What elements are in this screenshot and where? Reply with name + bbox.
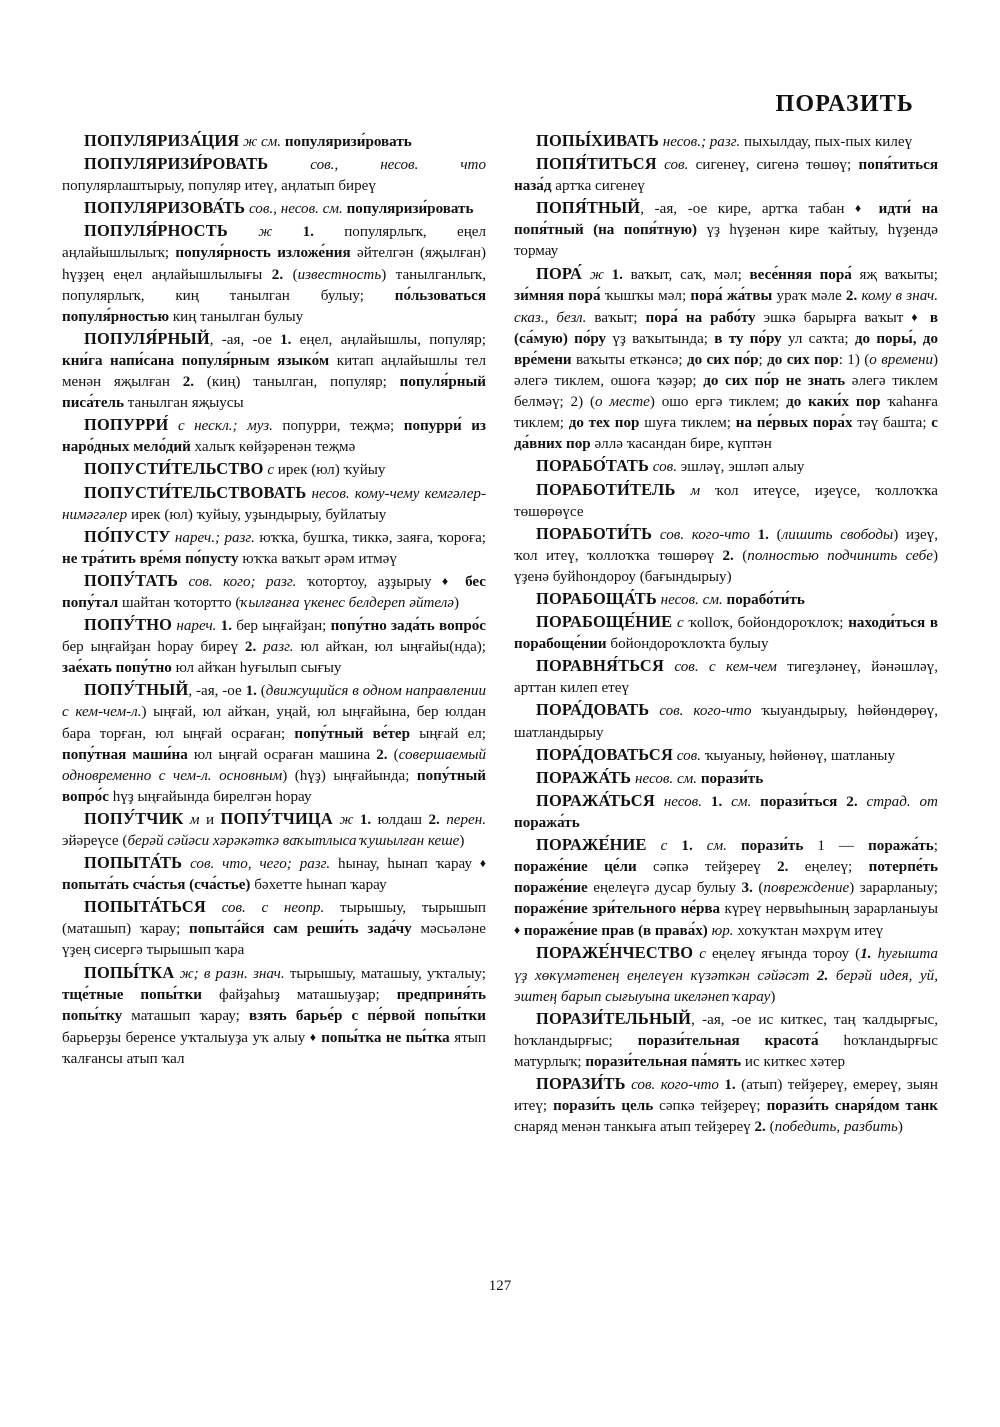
grammar-label: сов. с кем-чем [674, 659, 777, 676]
grammar-label: м [690, 482, 701, 499]
example-phrase: на пе́рвых пора́х [735, 415, 853, 432]
dictionary-entry: ПОРАЗИ́ТЕЛЬНЫЙ, -ая, -ое ис киткес, таң ҡалдырғыс, һоҡландырғыс; порази́тельная красота́ һоҡландырғыс матурлыҡ; порази́тельная па́мять ис киткес хәтер [514, 1008, 938, 1070]
sense-number: 1. [611, 266, 623, 283]
example-phrase: попы́тка не пы́тка [321, 1029, 450, 1046]
dictionary-entry: ПОРАБОТИ́ТЬ сов. кого-что 1. (лишить свободы) иҙеү, ҡол итеү, ҡоллоҡҡа төшөрөү 2. (полностью подчинить себе) үҙенә буйһондороу (бағындырыу) [514, 523, 938, 585]
dictionary-entry: ПОРА́ДОВАТЬСЯ сов. ҡыуаныу, һөйөнөү, шатланыу [536, 744, 895, 764]
entry-headword: ПОПУЛЯРИЗИ́РОВАТЬ [84, 154, 269, 174]
entry-headword: ПОПУСТИ́ТЕЛЬСТВО [84, 459, 264, 479]
example-phrase: популяризи́ровать [284, 134, 412, 150]
example-phrase: порази́ть [740, 838, 804, 854]
entry-headword: ПОПУЛЯРИЗА́ЦИЯ [84, 131, 240, 150]
example-phrase: в (са́мую) по́ру [514, 309, 939, 347]
dictionary-entry: ПОПУСТИ́ТЕЛЬСТВОВАТЬ несов. кому-чему кемгәлер-нимәгәлер ирек (юл) ҡуйыу, уҙындырыу, буйлатыу [62, 482, 486, 523]
dictionary-entry: ПО́ПУСТУ нареч.; разг. юҡҡа, бушҡа, тиккә, заяға, ҡороға; не тра́тить вре́мя по́пусту юҡҡа ваҡыт әрәм итмәү [62, 526, 486, 567]
diamond-separator-icon: ♦ [309, 1029, 317, 1044]
dictionary-entry: ПОПУ́ТНО нареч. 1. бер ыңғайҙан; попу́тно зада́ть вопро́с бер ыңғайҙан һорау биреү 2. разг. юл айҡан, юл ыңғайы(нда); зае́хать попу́тно юл айҡан һуғылып сығыу [62, 615, 486, 677]
entry-headword: ПОРА́ [536, 263, 583, 283]
dictionary-entry: ПОПЯ́ТНЫЙ, -ая, -ое кире, артҡа табан ♦ идти́ на попя́тный (на попя́тную) үҙ һүҙенән кире ҡайтыу, һүҙендә тормау [514, 198, 938, 260]
entry-headword: ПОРАБО́ТАТЬ [536, 456, 650, 476]
example-phrase: пораже́ние прав (в права́х) [523, 923, 708, 940]
example-phrase: до сих пор [767, 351, 839, 368]
entry-headword: ПОПЫТА́ТЬСЯ [84, 897, 206, 917]
example-phrase: порази́ть снаря́дом танк [766, 1098, 939, 1115]
grammar-label: ж [589, 266, 604, 283]
example-phrase: порази́ться [760, 793, 838, 810]
grammar-label: ж [258, 224, 273, 241]
sense-number: 1. [245, 683, 257, 700]
sense-number: 2. [182, 374, 195, 391]
dictionary-entry: ПОРАЖЕ́НИЕ с 1. см. порази́ть 1 — поража́ть; пораже́ние це́ли сәпкә тейҙереү 2. еңелеү; потерпе́ть пораже́ние еңелеүгә дусар булыу 3. (повреждение) зарарланыу; пораже́ние зри́тельного не́рва күреү нервыһының зарарланыуы ♦ пораже́ние прав (в права́х) юр. хоҡуҡтан мәхрүм итеү [514, 835, 938, 940]
grammar-label: сов. кого; разг. [188, 573, 297, 590]
grammar-label: кому в знач. сказ., безл. [514, 287, 939, 326]
dictionary-entry: ПОРАЗИ́ТЬ сов. кого-что 1. (атып) тейҙереү, емереү, зыян итеү; порази́ть цель сәпкә тейҙереү; порази́ть снаря́дом танк снаряд менән танкыға атып тейҙереү 2. (победить, разбить) [514, 1074, 939, 1136]
grammar-label: ж [339, 811, 354, 828]
example-phrase: по́льзоваться популя́рностью [62, 287, 486, 325]
grammar-label: см. [731, 793, 752, 810]
grammar-label: сов., несов. см. [248, 201, 343, 218]
dictionary-entry [62, 197, 486, 220]
entry-headword: ПОРА́ДОВАТЬ [536, 700, 650, 720]
example-phrase: идти́ на попя́тный (на попя́тную) [514, 201, 938, 239]
sense-number: 2. [722, 547, 734, 564]
grammar-label: сов., несов. что [310, 157, 486, 174]
example-phrase: в ту по́ру [714, 330, 782, 347]
grammar-label: несов. см. [660, 591, 723, 608]
example-phrase: популяризи́ровать [346, 201, 474, 218]
example-phrase: с да́вних пор [514, 415, 938, 453]
grammar-label: лишить свободы [781, 526, 894, 543]
sense-number: 3. [741, 880, 753, 897]
entry-headword: ПОРАБОТИ́ТЕЛЬ [536, 479, 676, 499]
entry-headword: ПОПУСТИ́ТЕЛЬСТВОВАТЬ [84, 482, 307, 502]
entry-headword: ПОРАЗИ́ТЕЛЬНЫЙ [536, 1008, 692, 1028]
entry-headword: ПОПУРРИ́ [84, 415, 169, 435]
grammar-label: сов. [676, 747, 701, 764]
grammar-label: о времени [869, 351, 934, 368]
left-column [62, 130, 486, 1138]
example-phrase: попыта́йся сам реши́ть зада́чу [189, 921, 412, 938]
sense-number: 1. [302, 224, 314, 241]
grammar-label: страд. от [866, 793, 938, 810]
grammar-label: повреждение [763, 880, 850, 897]
example-phrase: попу́тный вопро́с [62, 767, 486, 805]
grammar-label: см. [706, 838, 727, 854]
page-number: 127 [488, 1278, 512, 1294]
grammar-label: сов. кого-что [659, 526, 750, 543]
dictionary-entry: ПОПУ́ТЧИК м и ПОПУ́ТЧИЦА ж 1. юлдаш 2. перен. эйәреүсе (берәй сәйәси хәрәкәткә ваҡытлыса ҡушылған кеше) [62, 808, 486, 849]
entry-headword: ПОПЫТА́ТЬ [84, 853, 183, 873]
example-phrase: попурри́ из наро́дных мело́дий [62, 418, 486, 456]
example-phrase: зи́мняя пора́ [514, 287, 601, 304]
diamond-separator-icon: ♦ [479, 856, 486, 871]
dictionary-entry: ПОРА́ ж 1. ваҡыт, саҡ, мәл; весе́нняя пора́ яҗ ваҡыты; зи́мняя пора́ ҡышҡы мәл; пора́ жа́твы ураҡ мәле 2. кому в знач. сказ., безл. ваҡыт; пора́ на рабо́ту эшкә барырға ваҡыт ♦ в (са́мую) по́ру үҙ ваҡытында; в ту по́ру ул саҡта; до поры́, до вре́мени ваҡыты еткәнсә; до сих по́р; до сих пор: 1) (о времени) әлегә тиклем, ошоға ҡәҙәр; до сих по́р не знать әлегә тиклем белмәү; 2) (о месте) ошо ергә тиклем; до каки́х пор ҡаһанға тиклем; до тех пор шуға тиклем; на пе́рвых пора́х тәү башта; с да́вних пор әллә ҡасандан бире, күптән [514, 263, 939, 453]
dictionary-entry: ПОРАВНЯ́ТЬСЯ сов. с кем-чем тигеҙләнеү, йәнәшләү, арттан килеп етеү [514, 656, 938, 697]
dictionary-entry: ПОРАБОЩЕ́НИЕ с ҡollоҡ, бойондороҡлоҡ; находи́ться в порабоще́нии бойондороҡлоҡта булыу [514, 612, 938, 653]
diamond-separator-icon: ♦ [911, 309, 922, 324]
example-phrase: поража́ть [514, 814, 580, 831]
example-phrase: взять барье́р с пе́рвой попы́тки [248, 1007, 486, 1024]
example-phrase: попя́титься наза́д [514, 157, 938, 195]
grammar-label: с [660, 838, 668, 854]
example-phrase: популя́рный писа́тель [62, 374, 486, 412]
grammar-label: юр. [711, 923, 734, 940]
grammar-label: несов.; разг. [662, 134, 741, 150]
grammar-label: ж; в разн. знач. [179, 965, 285, 982]
example-phrase: зае́хать попу́тно [62, 660, 172, 677]
grammar-label: о месте [595, 394, 650, 411]
sense-number: 1. [681, 838, 693, 854]
example-phrase: до каки́х пор [786, 394, 881, 411]
grammar-label: с [267, 462, 275, 479]
sense-number: 2. [376, 746, 388, 763]
dictionary-entry: ПОПУЛЯРИЗИ́РОВАТЬ сов., несов. что популярлаштырыу, популяр итеү, аңлатып биреү [62, 154, 486, 195]
right-column [514, 130, 938, 1138]
example-phrase: порази́ть [700, 770, 764, 787]
grammar-label: с [699, 946, 706, 963]
sense-number: 1. [710, 793, 723, 810]
sense-number: 2. [845, 287, 858, 304]
entry-headword: ПОРА́ДОВАТЬСЯ [536, 744, 674, 764]
example-phrase: пораже́ние зри́тельного не́рва [514, 901, 721, 918]
grammar-label: сов. что, чего; разг. [190, 856, 331, 873]
dictionary-entry [514, 790, 938, 834]
example-phrase: попу́тная маши́на [62, 746, 188, 763]
example-phrase: до сих по́р не знать [703, 373, 846, 390]
entry-headword: ПОПЯ́ТНЫЙ [536, 198, 641, 218]
dictionary-entry: ПОПЯ́ТИТЬСЯ сов. сигенеү, сигенә төшөү; попя́титься наза́д артҡа сигенеү [514, 154, 938, 195]
entry-headword: ПОПУЛЯ́РНЫЙ [84, 328, 210, 348]
sense-number: 1. [359, 811, 372, 828]
sense-number: 2. [754, 1119, 766, 1136]
grammar-label: һуғышта үҙ хөкүмәтенең еңелеүен күзәткән сәйәсәт [514, 946, 938, 984]
dictionary-entry [62, 130, 486, 153]
example-phrase: тще́тные попы́тки [62, 986, 202, 1003]
dictionary-entry: ПОПУРРИ́ с нескл.; муз. попурри, теҗмә; попурри́ из наро́дных мело́дий халыҡ көйҙәренән теҗмә [62, 415, 486, 456]
example-phrase: пора́ на рабо́ту [645, 309, 756, 326]
sense-number: 2. [777, 859, 789, 876]
grammar-label: сов. кого-что [659, 703, 752, 720]
grammar-label: победить, разбить [774, 1119, 898, 1136]
sense-number: 1. [757, 526, 769, 543]
dictionary-entry [514, 588, 938, 611]
example-phrase: попыта́ть сча́стья (сча́стье) [62, 877, 251, 894]
running-head: ПОРАЗИТЬ [775, 91, 914, 117]
dictionary-entry: ПОРА́ДОВАТЬ сов. кого-что ҡыуандырыу, һөйөндөрөү, шатландырыу [514, 700, 938, 741]
example-phrase: порази́тельная па́мять [585, 1053, 742, 1070]
entry-headword: ПОРАЖЕ́НИЕ [536, 835, 647, 854]
example-phrase: бес попу́тал [62, 573, 487, 611]
grammar-label: сов. [652, 459, 677, 476]
example-phrase: потерпе́ть пораже́ние [514, 859, 938, 897]
grammar-label: несов. кому-чему кемгәлер-нимәгәлер [62, 485, 486, 523]
grammar-label: перен. [446, 811, 486, 828]
entry-headword: ПОПУ́ТНО [84, 615, 173, 635]
grammar-label: сов. с неопр. [221, 900, 325, 917]
sense-number: 1. [220, 618, 232, 635]
grammar-label: м [189, 811, 200, 828]
sense-number: 2. [428, 811, 440, 828]
example-phrase: до поры́, до вре́мени [514, 330, 938, 368]
grammar-label: с нескл.; муз. [177, 418, 273, 435]
dictionary-entry: ПОПУ́ТАТЬ сов. кого; разг. ҡотортоу, аҙҙырыу ♦ бес попу́тал шайтан ҡотортто (ҡылғанға үкенес белдереп әйтелә) [62, 570, 487, 611]
example-phrase: до тех пор [568, 415, 640, 432]
entry-headword: ПОРАБОТИ́ТЬ [536, 523, 653, 543]
entry-headword: ПОПУ́ТАТЬ [84, 570, 179, 590]
entry-headword: ПОРАВНЯ́ТЬСЯ [536, 656, 665, 676]
sense-number: 1. [860, 946, 872, 963]
column-container [62, 130, 938, 1138]
sense-number: 1. [280, 331, 292, 348]
diamond-separator-icon: ♦ [855, 201, 869, 216]
grammar-label: совершаемый одновременно с чем-л. основным [62, 746, 486, 784]
entry-headword: ПОРАЖЕ́НЧЕСТВО [536, 943, 694, 963]
entry-headword: ПОРАБОЩА́ТЬ [536, 588, 657, 608]
example-phrase: до сих по́р [686, 351, 759, 368]
grammar-label: известность [297, 266, 382, 283]
dictionary-entry: ПОРАБО́ТАТЬ сов. эшләү, эшләп алыу [536, 456, 805, 476]
entry-headword: ПОРАЖА́ТЬ [536, 767, 632, 787]
example-phrase: предприня́ть попы́тку [62, 986, 486, 1024]
sense-number: 2. [816, 967, 829, 984]
dictionary-entry [514, 767, 938, 790]
grammar-label: ҡылғанға үкенес белдереп әйтелә [240, 594, 454, 611]
entry-headword: ПОПУЛЯ́РНОСТЬ [84, 221, 228, 241]
entry-headword: ПОПУ́ТНЫЙ [84, 680, 189, 700]
dictionary-entry: ПОПЫ́ХИВАТЬ несов.; разг. пыхылдау, пых-пых килеү [536, 131, 913, 150]
dictionary-entry: ПОПУЛЯ́РНОСТЬ ж 1. популярлыҡ, еңел аңлайышлылыҡ; популя́рность изложе́ния әйтелгән (яҗылған) һүҙҙең еңел аңлайышлылығы 2. (известность) танылганлыҡ, популярлыҡ, киң танылган булыу; по́льзоваться популя́рностью киң танылган булыу [62, 221, 487, 325]
example-phrase: популя́рность изложе́ния [175, 245, 351, 262]
sense-number: 2. [244, 639, 257, 656]
entry-headword: ПОПЯ́ТИТЬСЯ [536, 154, 657, 174]
grammar-label: с [677, 615, 684, 632]
entry-headword: ПОПУ́ТЧИК [84, 808, 184, 828]
entry-headword: ПОРАБОЩЕ́НИЕ [536, 612, 673, 632]
grammar-label: сов. [664, 157, 689, 174]
grammar-label: несов. [663, 793, 702, 810]
example-phrase: не тра́тить вре́мя по́пусту [62, 550, 239, 567]
grammar-label: полностью подчинить себе [747, 547, 933, 564]
dictionary-entry: ПОПЫТА́ТЬСЯ сов. с неопр. тырышыу, тырышып (маташып) ҡарау; попыта́йся сам реши́ть зада́чу мәсьәләне үҙең сисергә тырышып ҡара [62, 897, 487, 959]
sense-number: 2. [846, 793, 858, 810]
dictionary-entry: ПОПУСТИ́ТЕЛЬСТВО с ирек (юл) ҡуйыу [84, 459, 386, 479]
grammar-label: сов. кого-что [631, 1077, 719, 1094]
example-phrase: пораже́ние це́ли [514, 859, 637, 876]
entry-headword: ПОПУ́ТЧИЦА [220, 808, 333, 828]
entry-headword: ПОРАЗИ́ТЬ [536, 1074, 626, 1094]
dictionary-entry: ПОРАБОТИ́ТЕЛЬ м ҡол итеүсе, иҙеүсе, ҡоллоҡҡа төшөрөүсе [514, 479, 938, 520]
diamond-separator-icon: ♦ [514, 923, 521, 938]
grammar-label: разг. [263, 639, 294, 656]
example-phrase: порази́тельная красота́ [637, 1032, 819, 1049]
entry-headword: ПОПЫ́ХИВАТЬ [536, 131, 659, 150]
entry-headword: ПОПЫ́ТКА [84, 962, 175, 982]
dictionary-entry: ПОПУЛЯ́РНЫЙ, -ая, -ое 1. еңел, аңлайышлы, популяр; кни́га напи́сана популя́рным языко́м китап аңлайышлы тел менән яҗылған 2. (киң) танылган, популяр; популя́рный писа́тель танылган яҗыусы [62, 328, 486, 412]
example-phrase: пора́ жа́твы [690, 287, 773, 304]
grammar-label: несов. см. [635, 770, 698, 787]
example-phrase: порабо́ти́ть [726, 591, 805, 608]
example-phrase: весе́нняя пора́ [749, 266, 852, 283]
example-phrase: попу́тно зада́ть вопро́с [330, 618, 486, 635]
dictionary-entry: ПОПЫТА́ТЬ сов. что, чего; разг. һынау, һынап ҡарау ♦ попыта́ть сча́стья (сча́стье) бәхетте һынап ҡарау [62, 853, 486, 894]
entry-headword: ПО́ПУСТУ [84, 526, 171, 546]
example-phrase: находи́ться в порабоще́нии [514, 615, 938, 653]
dictionary-entry: ПОПУ́ТНЫЙ, -ая, -ое 1. (движущийся в одном направлении с кем-чем-л.) ыңғай, юл айҡан, уңай, юл ыңғайына, бер юлдан бара торған, юл ыңғай осраған; попу́тный ве́тер ыңғай ел; попу́тная маши́на юл ыңғай осраған машина 2. (совершаемый одновременно с чем-л. основным) (һүҙ) ыңғайында; попу́тный вопро́с һүҙ ыңғайында бирелгән һорау [62, 680, 486, 805]
dictionary-entry: ПОРАЖЕ́НЧЕСТВО с еңелеү яғында тороу (1. һуғышта үҙ хөкүмәтенең еңелеүен күзәткән сәйәсәт 2. берәй идея, уй, эштең барып сығыуына икеләнеп ҡарау) [514, 943, 938, 1005]
grammar-label: движущийся в одном направлении с кем-чем-л. [62, 683, 486, 721]
grammar-label: берәй сәйәси хәрәкәткә ваҡытлыса ҡушылған кеше [127, 833, 460, 849]
entry-headword: ПОРАЖА́ТЬСЯ [536, 790, 655, 810]
example-phrase: кни́га напи́сана популя́рным языко́м [62, 352, 330, 369]
sense-number: 1. [724, 1077, 736, 1094]
grammar-label: нареч.; разг. [174, 529, 255, 546]
sense-number: 2. [271, 266, 284, 283]
example-phrase: поража́ть [868, 838, 934, 854]
diamond-separator-icon: ♦ [441, 573, 455, 588]
dictionary-entry: ПОПЫ́ТКА ж; в разн. знач. тырышыу, маташыу, уҡталыу; тще́тные попы́тки файҙаһыҙ маташыуҙар; предприня́ть попы́тку маташып ҡарау; взять барье́р с пе́рвой попы́тки барьерҙы беренсе уҡталыуҙа уҡ алыу ♦ попы́тка не пы́тка ятып ҡалғансы атып ҡал [62, 962, 487, 1067]
grammar-label: ж см. [243, 134, 282, 150]
grammar-label: берәй идея, уй, эштең барып сығыуына икеләнеп ҡарау [514, 967, 938, 1005]
grammar-label: нареч. [176, 618, 217, 635]
example-phrase: попу́тный ве́тер [294, 725, 411, 742]
example-phrase: порази́ть цель [553, 1098, 654, 1115]
entry-headword: ПОПУЛЯРИЗОВА́ТЬ [84, 198, 246, 218]
